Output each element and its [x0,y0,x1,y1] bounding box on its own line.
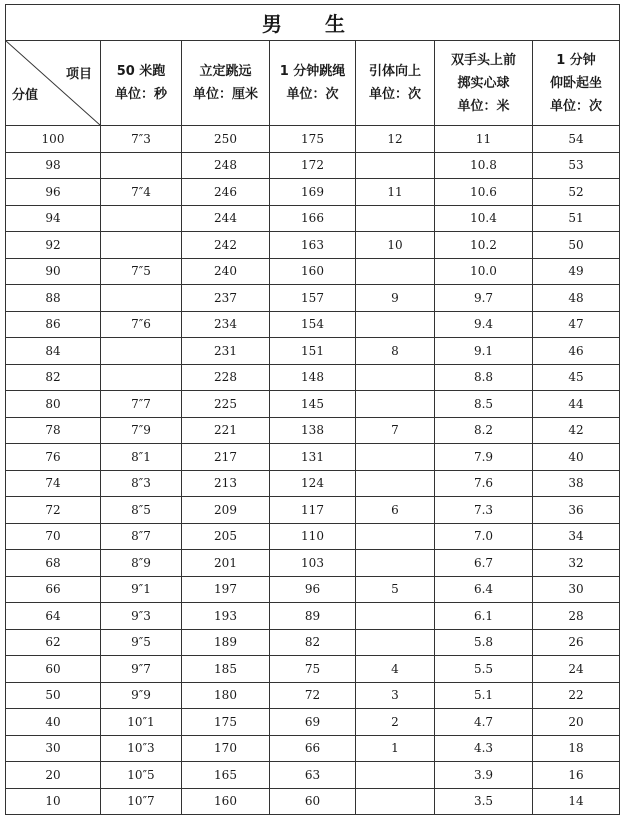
score-cell: 66 [6,576,101,603]
table-row [6,444,620,471]
long-jump-cell: 197 [182,576,270,603]
rope-skip-cell: 72 [270,682,356,709]
run50-cell: 10″1 [101,709,182,736]
header-line: 单位：次 [550,98,603,114]
long-jump-cell: 201 [182,550,270,577]
rope-skip-cell: 124 [270,470,356,497]
rope-skip-cell: 69 [270,709,356,736]
score-cell: 70 [6,523,101,550]
table-row [6,497,620,524]
rope-skip-cell: 66 [270,735,356,762]
header-pullup [356,41,435,126]
table-row [6,364,620,391]
pullup-cell [356,603,435,630]
pullup-cell: 6 [356,497,435,524]
rope-skip-cell: 96 [270,576,356,603]
score-table-sheet [5,4,619,815]
situp-cell: 51 [533,205,620,232]
ball-throw-cell: 4.3 [435,735,533,762]
pullup-cell: 9 [356,285,435,312]
ball-throw-cell: 3.9 [435,762,533,789]
situp-cell: 16 [533,762,620,789]
run50-cell: 7″7 [101,391,182,418]
pullup-cell: 3 [356,682,435,709]
rope-skip-cell: 117 [270,497,356,524]
long-jump-cell: 193 [182,603,270,630]
run50-cell [101,152,182,179]
table-row [6,417,620,444]
score-cell: 84 [6,338,101,365]
table-row [6,550,620,577]
long-jump-cell: 175 [182,709,270,736]
header-long-jump [182,41,270,126]
table-row [6,788,620,815]
situp-cell: 40 [533,444,620,471]
header-line: 50 米跑 [116,64,166,79]
table-row [6,391,620,418]
pullup-cell [356,205,435,232]
table-row [6,470,620,497]
situp-cell: 42 [533,417,620,444]
run50-cell: 10″7 [101,788,182,815]
situp-cell: 18 [533,735,620,762]
pullup-cell [356,152,435,179]
long-jump-cell: 228 [182,364,270,391]
situp-cell: 22 [533,682,620,709]
table-row [6,338,620,365]
score-cell: 86 [6,311,101,338]
long-jump-cell: 240 [182,258,270,285]
run50-cell: 9″1 [101,576,182,603]
table-row [6,285,620,312]
header-line: 立定跳远 [199,64,252,79]
score-cell: 76 [6,444,101,471]
table-row [6,311,620,338]
ball-throw-cell: 7.9 [435,444,533,471]
pullup-cell [356,311,435,338]
ball-throw-cell: 9.1 [435,338,533,365]
table-row [6,603,620,630]
score-cell: 90 [6,258,101,285]
rope-skip-cell: 138 [270,417,356,444]
situp-cell: 20 [533,709,620,736]
ball-throw-cell: 7.6 [435,470,533,497]
pullup-cell [356,364,435,391]
long-jump-cell: 170 [182,735,270,762]
run50-cell: 7″4 [101,179,182,206]
rope-skip-cell: 157 [270,285,356,312]
score-cell: 88 [6,285,101,312]
rope-skip-cell: 131 [270,444,356,471]
header-row [6,41,620,126]
ball-throw-cell: 8.8 [435,364,533,391]
score-cell: 78 [6,417,101,444]
ball-throw-cell: 9.7 [435,285,533,312]
long-jump-cell: 213 [182,470,270,497]
table-row [6,258,620,285]
long-jump-cell: 217 [182,444,270,471]
situp-cell: 30 [533,576,620,603]
pullup-cell: 8 [356,338,435,365]
title-row [6,5,620,41]
rope-skip-cell: 63 [270,762,356,789]
run50-cell: 8″9 [101,550,182,577]
long-jump-cell: 231 [182,338,270,365]
table-row [6,762,620,789]
run50-cell: 7″6 [101,311,182,338]
pullup-cell [356,788,435,815]
situp-cell: 28 [533,603,620,630]
pullup-cell: 12 [356,126,435,153]
rope-skip-cell: 172 [270,152,356,179]
rope-skip-cell: 75 [270,656,356,683]
header-line: 单位：秒 [114,87,167,102]
run50-cell [101,232,182,259]
header-line: 单位：厘米 [192,87,258,102]
score-cell: 50 [6,682,101,709]
table-row [6,656,620,683]
long-jump-cell: 209 [182,497,270,524]
table-row [6,232,620,259]
header-line: 1 分钟 [556,52,596,68]
long-jump-cell: 185 [182,656,270,683]
header-line: 单位：米 [457,98,510,114]
ball-throw-cell: 8.2 [435,417,533,444]
long-jump-cell: 205 [182,523,270,550]
run50-cell: 9″7 [101,656,182,683]
situp-cell: 46 [533,338,620,365]
pullup-cell [356,258,435,285]
header-line: 单位：次 [368,87,421,102]
rope-skip-cell: 60 [270,788,356,815]
header-line: 仰卧起坐 [550,75,603,91]
table-row [6,735,620,762]
header-item-label: 项目 [65,67,92,82]
long-jump-cell: 189 [182,629,270,656]
situp-cell: 50 [533,232,620,259]
table-row [6,629,620,656]
ball-throw-cell: 10.8 [435,152,533,179]
rope-skip-cell: 175 [270,126,356,153]
situp-cell: 48 [533,285,620,312]
situp-cell: 49 [533,258,620,285]
ball-throw-cell: 10.0 [435,258,533,285]
ball-throw-cell: 6.4 [435,576,533,603]
header-situp [533,41,620,126]
situp-cell: 53 [533,152,620,179]
ball-throw-cell: 10.4 [435,205,533,232]
rope-skip-cell: 89 [270,603,356,630]
header-run50 [101,41,182,126]
score-cell: 100 [6,126,101,153]
pullup-cell: 7 [356,417,435,444]
score-cell: 30 [6,735,101,762]
run50-cell [101,338,182,365]
run50-cell [101,285,182,312]
score-cell: 72 [6,497,101,524]
pullup-cell: 5 [356,576,435,603]
pullup-cell: 1 [356,735,435,762]
ball-throw-cell: 10.6 [435,179,533,206]
long-jump-cell: 246 [182,179,270,206]
long-jump-cell: 160 [182,788,270,815]
situp-cell: 32 [533,550,620,577]
rope-skip-cell: 110 [270,523,356,550]
long-jump-cell: 242 [182,232,270,259]
rope-skip-cell: 82 [270,629,356,656]
long-jump-cell: 237 [182,285,270,312]
pullup-cell: 11 [356,179,435,206]
header-rope-skip [270,41,356,126]
situp-cell: 38 [533,470,620,497]
pullup-cell [356,629,435,656]
situp-cell: 24 [533,656,620,683]
long-jump-cell: 234 [182,311,270,338]
rope-skip-cell: 160 [270,258,356,285]
long-jump-cell: 225 [182,391,270,418]
situp-cell: 52 [533,179,620,206]
score-cell: 62 [6,629,101,656]
pullup-cell: 10 [356,232,435,259]
run50-cell [101,364,182,391]
score-cell: 60 [6,656,101,683]
situp-cell: 47 [533,311,620,338]
run50-cell: 8″3 [101,470,182,497]
ball-throw-cell: 4.7 [435,709,533,736]
ball-throw-cell: 11 [435,126,533,153]
header-line: 引体向上 [368,64,421,79]
run50-cell: 9″9 [101,682,182,709]
score-cell: 92 [6,232,101,259]
ball-throw-cell: 7.3 [435,497,533,524]
pullup-cell [356,523,435,550]
run50-cell: 7″5 [101,258,182,285]
pullup-cell: 4 [356,656,435,683]
long-jump-cell: 250 [182,126,270,153]
pullup-cell [356,470,435,497]
ball-throw-cell: 9.4 [435,311,533,338]
score-cell: 98 [6,152,101,179]
pullup-cell [356,444,435,471]
header-line: 1 分钟跳绳 [279,64,346,79]
table-row [6,523,620,550]
run50-cell [101,205,182,232]
table-row [6,576,620,603]
score-cell: 96 [6,179,101,206]
table-row [6,205,620,232]
score-cell: 40 [6,709,101,736]
score-cell: 68 [6,550,101,577]
run50-cell: 7″3 [101,126,182,153]
score-cell: 64 [6,603,101,630]
run50-cell: 8″5 [101,497,182,524]
rope-skip-cell: 151 [270,338,356,365]
situp-cell: 45 [533,364,620,391]
run50-cell: 7″9 [101,417,182,444]
score-cell: 80 [6,391,101,418]
ball-throw-cell: 5.8 [435,629,533,656]
rope-skip-cell: 154 [270,311,356,338]
situp-cell: 36 [533,497,620,524]
run50-cell: 10″5 [101,762,182,789]
score-cell: 20 [6,762,101,789]
long-jump-cell: 248 [182,152,270,179]
situp-cell: 44 [533,391,620,418]
header-ball-throw [435,41,533,126]
rope-skip-cell: 148 [270,364,356,391]
long-jump-cell: 165 [182,762,270,789]
ball-throw-cell: 3.5 [435,788,533,815]
long-jump-cell: 180 [182,682,270,709]
pullup-cell: 2 [356,709,435,736]
run50-cell: 8″1 [101,444,182,471]
table-title: 男 生 [6,5,620,41]
table-row [6,126,620,153]
header-line: 掷实心球 [457,75,510,91]
rope-skip-cell: 145 [270,391,356,418]
ball-throw-cell: 7.0 [435,523,533,550]
ball-throw-cell: 10.2 [435,232,533,259]
ball-throw-cell: 6.7 [435,550,533,577]
ball-throw-cell: 6.1 [435,603,533,630]
ball-throw-cell: 8.5 [435,391,533,418]
ball-throw-cell: 5.5 [435,656,533,683]
header-score-label: 分值 [12,88,39,103]
score-cell: 74 [6,470,101,497]
run50-cell: 8″7 [101,523,182,550]
rope-skip-cell: 163 [270,232,356,259]
rope-skip-cell: 169 [270,179,356,206]
rope-skip-cell: 103 [270,550,356,577]
table-row [6,709,620,736]
pullup-cell [356,391,435,418]
score-cell: 94 [6,205,101,232]
diagonal-header-cell [6,41,101,126]
situp-cell: 34 [533,523,620,550]
score-table [5,4,620,815]
long-jump-cell: 221 [182,417,270,444]
table-body [6,126,620,815]
header-line: 单位：次 [286,87,339,102]
pullup-cell [356,550,435,577]
header-line: 双手头上前 [450,52,516,68]
situp-cell: 14 [533,788,620,815]
situp-cell: 54 [533,126,620,153]
run50-cell: 9″3 [101,603,182,630]
pullup-cell [356,762,435,789]
score-cell: 10 [6,788,101,815]
table-row [6,152,620,179]
rope-skip-cell: 166 [270,205,356,232]
table-row [6,682,620,709]
long-jump-cell: 244 [182,205,270,232]
table-row [6,179,620,206]
run50-cell: 10″3 [101,735,182,762]
situp-cell: 26 [533,629,620,656]
score-cell: 82 [6,364,101,391]
run50-cell: 9″5 [101,629,182,656]
ball-throw-cell: 5.1 [435,682,533,709]
